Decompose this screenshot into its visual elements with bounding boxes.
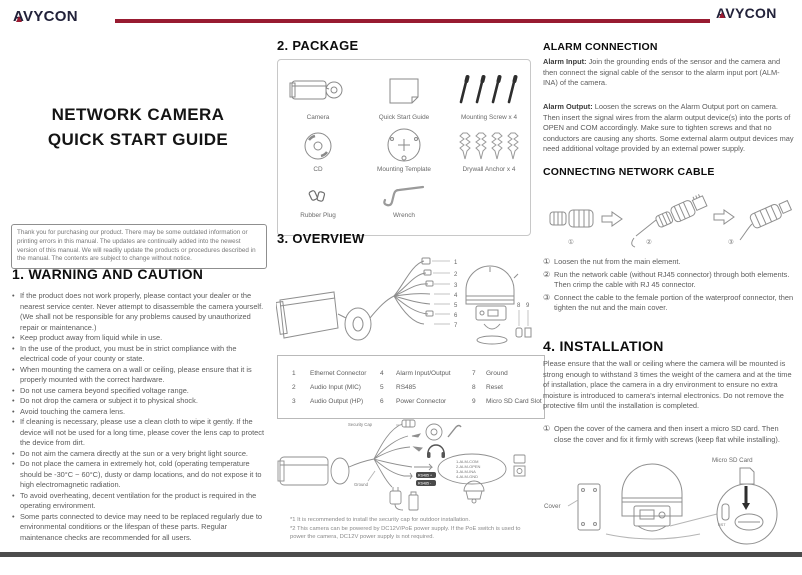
rs485-minus-tag: RS485 -: [418, 481, 432, 486]
diagram-step-1: ①: [568, 239, 574, 246]
conn-num: 5: [380, 383, 384, 391]
screw-label: Mounting Screw x 4: [460, 114, 518, 121]
logo-red-triangle-icon: [719, 12, 725, 18]
conn-label: Micro SD Card Slot: [486, 397, 542, 405]
package-heading: 2. PACKAGE: [277, 38, 359, 53]
warning-bullet: • Do not drop the camera or subject it to physical shock.: [12, 396, 267, 407]
package-contents-box: [277, 59, 531, 236]
alarm-output-label: Alarm Output:: [543, 102, 593, 111]
warning-bullet: • When mounting the camera on a wall or ceiling, please ensure that it is properly mounted with the correct hardware.: [12, 365, 267, 386]
header-red-rule: [115, 19, 710, 23]
warning-bullet: • Do not use camera beyond specified voltage range.: [12, 386, 267, 397]
conn-label: Ground: [486, 369, 508, 377]
mounting-template-icon: [358, 126, 450, 166]
camera-icon: [278, 68, 358, 114]
rs485-plus-tag: RS485 +: [418, 473, 433, 478]
wrench-label: Wrench: [393, 212, 415, 219]
overview-diagram: [276, 248, 532, 352]
cd-label: CD: [313, 166, 323, 173]
step-number: ③: [543, 292, 550, 302]
overview-heading: 3. OVERVIEW: [277, 231, 365, 246]
security-cap-label: Security Cap: [348, 422, 372, 427]
callout-1: 1: [454, 260, 458, 266]
title-line2: QUICK START GUIDE: [47, 129, 229, 149]
alarm-pin-4: 4-ALM-GND: [456, 474, 479, 479]
diagram-step-3: ③: [728, 239, 734, 246]
footer-bar: [0, 552, 802, 557]
warning-bullet: • If cleaning is necessary, please use a clean cloth to wipe it gently. If the device will not be used for a long time, please cover the lens cap to protect the device from dirt.: [12, 417, 267, 449]
callout-9: 9: [526, 303, 530, 309]
alarm-pin-2: 2-ALM-OPEN: [456, 464, 481, 469]
callout-2: 2: [454, 272, 458, 278]
cover-label: Cover: [544, 503, 561, 510]
warning-bullet: • Keep product away from liquid while in use.: [12, 333, 267, 344]
footnote-2: *2 This camera can be powered by DC12V/PoE power supply. If the PoE switch is used to power the camera, DC12V power supply is not required.: [290, 526, 521, 540]
conn-num: 4: [380, 369, 384, 377]
alarm-input-label: Alarm Input:: [543, 57, 587, 66]
conn-label: RS485: [396, 383, 416, 391]
network-step: [543, 270, 795, 291]
callout-7: 7: [454, 323, 458, 329]
drywall-anchors-icon: [450, 126, 528, 166]
conn-label: Alarm Input/Output: [396, 369, 451, 377]
warning-heading: 1. WARNING AND CAUTION: [12, 266, 204, 282]
logo-red-triangle-icon: [16, 16, 22, 22]
step-number: ①: [543, 424, 550, 433]
network-cable-heading: CONNECTING NETWORK CABLE: [543, 166, 715, 178]
conn-label: Audio Output (HP): [310, 397, 364, 405]
rst-label: RST: [718, 523, 726, 527]
conn-num: 8: [472, 383, 476, 391]
warning-bullet: • If the product does not work properly, please contact your dealer or the nearest service center. Never attempt to disassemble the camera yourself. (We shall not be responsible for any problems caused by unauthorized repair or maintenance.): [12, 291, 267, 333]
callout-8: 8: [517, 303, 521, 309]
mounting-screws-icon: [450, 68, 528, 114]
connector-table: [277, 355, 545, 419]
diagram-step-2: ②: [646, 239, 652, 246]
warning-list: [12, 291, 267, 543]
footnote-1: *1 It is recommended to install the security cap for outdoor installation.: [290, 517, 471, 523]
installation-heading: 4. INSTALLATION: [543, 338, 664, 354]
rubber-plug-icon: [278, 178, 358, 212]
warning-bullet: • Do not aim the camera directly at the sun or a very bright light source.: [12, 449, 267, 460]
template-label: Mounting Template: [377, 166, 431, 173]
conn-label: Ethernet Connector: [310, 369, 367, 377]
plug-label: Rubber Plug: [300, 212, 336, 219]
warning-bullet: • To avoid overheating, decent ventilation for the product is required in the operating environment.: [12, 491, 267, 512]
page-title: [12, 103, 264, 152]
step-text: Loosen the nut from the main element.: [554, 257, 681, 266]
callout-4: 4: [454, 293, 458, 299]
logo-text: AVYCON: [13, 8, 78, 25]
step-number: ①: [543, 257, 550, 266]
warning-bullet: • Some parts connected to device may need to be replaced regularly due to environmental conditions or the lifespan of these parts. Regular maintenance checks are recommended for all users.: [12, 512, 267, 544]
step-text: Connect the cable to the female portion of the waterproof connector, then tighten the nut and the main cover.: [554, 292, 794, 313]
conn-num: 2: [292, 383, 296, 391]
callout-5: 5: [454, 303, 458, 309]
network-cable-diagram: [542, 182, 794, 254]
step-text: Run the network cable (without RJ45 connector) through both elements. Then crimp the cable with RJ 45 connector.: [554, 269, 790, 290]
camera-label: Camera: [306, 114, 330, 121]
purchase-notice-box: Thank you for purchasing our product. There may be some outdated information or printing errors in this manual. The updates are continually added into the newest version of this manual. We will readily update the products or procedures described in the manual. The contents are subject to change without notice.: [11, 224, 267, 269]
conn-num: 3: [292, 397, 296, 405]
wrench-icon: [358, 178, 450, 212]
step-text: Open the cover of the camera and then insert a micro SD card. Then close the cover and fix it firmly with screws (keep flat while installing).: [554, 424, 780, 444]
alarm-input-text: Join the grounding ends of the sensor and the camera and then connect the signal cable of the sensor to the alarm input port (ALM-INA) of the camera.: [543, 57, 781, 88]
callout-3: 3: [454, 283, 458, 289]
conn-num: 7: [472, 369, 476, 377]
alarm-input-paragraph: [543, 57, 793, 89]
micro-sd-label: Micro SD Card: [712, 457, 753, 464]
anchor-label: Drywall Anchor x 4: [462, 166, 516, 173]
installation-paragraph: Please ensure that the wall or ceiling where the camera will be mounted is strong enough to withstand 3 times the weight of the camera and at the time of installation, place the camera in a dry environment to ensure no extra moisture is introduced to camera's internal electronics. Do not remove the protective film until the installation is completed.: [543, 359, 792, 411]
avycon-logo-left: [13, 8, 78, 25]
warning-bullet: • Do not place the camera in extremely hot, cold (operating temperature should be -30°C ~ 60°C), dusty or damp locations, and do not expose it to high electromagnetic radiation.: [12, 459, 267, 491]
conn-label: Reset: [486, 383, 503, 391]
installation-diagram: [542, 452, 794, 550]
installation-step-1: [543, 424, 795, 445]
conn-num: 9: [472, 397, 476, 405]
conn-num: 6: [380, 397, 384, 405]
step-number: ②: [543, 269, 550, 279]
alarm-output-paragraph: [543, 102, 795, 155]
logo-text: AVYCON: [716, 5, 777, 21]
network-steps: [543, 257, 795, 316]
alarm-pin-3: 3-ALM-INA: [456, 469, 476, 474]
guide-label: Quick Start Guide: [378, 114, 430, 121]
ground-label: Ground: [354, 482, 368, 487]
alarm-connection-heading: ALARM CONNECTION: [543, 41, 658, 53]
title-line1: NETWORK CAMERA: [51, 105, 225, 124]
alarm-pin-1: 1-ALM-COM: [456, 459, 479, 464]
cable-connection-diagram: [276, 419, 532, 515]
callout-6: 6: [454, 313, 458, 319]
network-step: [543, 257, 795, 268]
avycon-logo-right: [716, 5, 777, 21]
warning-bullet: • Avoid touching the camera lens.: [12, 407, 267, 418]
conn-num: 1: [292, 369, 296, 377]
alarm-output-text: Loosen the screws on the Alarm Output port on camera. Then insert the signal wires from the alarm output device(s) into the ports of OPEN and COM accordingly. Make sure to tighten screws and that no conductors are causing any shorts. Some external alarm output devices may need additional voltage provided by an external power supply.: [543, 102, 794, 154]
conn-label: Audio Input (MIC): [310, 383, 361, 391]
cd-icon: [278, 126, 358, 166]
conn-label: Power Connector: [396, 397, 447, 405]
quick-start-guide-icon: [358, 68, 450, 114]
warning-bullet: • In the use of the product, you must be in strict compliance with the electrical code of your county or state.: [12, 344, 267, 365]
network-step: [543, 293, 795, 314]
